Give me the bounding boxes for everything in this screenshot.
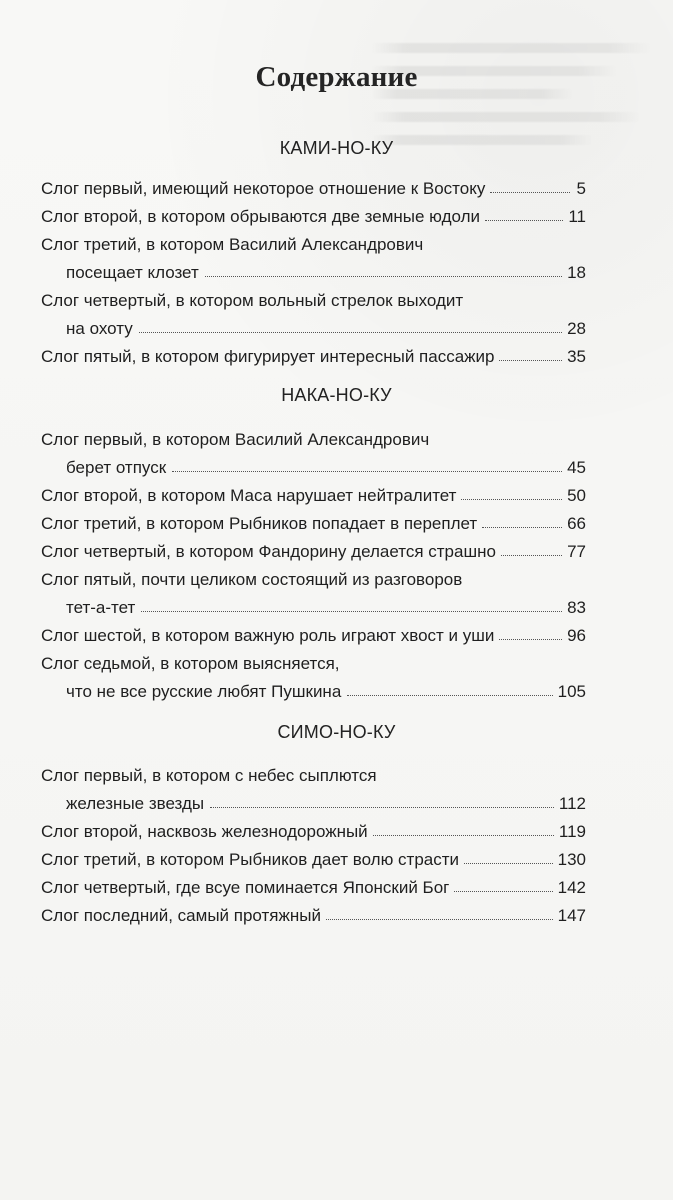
dot-leader: [499, 638, 562, 640]
page-number: 142: [557, 878, 586, 897]
page-number: 77: [567, 542, 586, 561]
contents-entry: [41, 287, 586, 343]
page-number: 83: [567, 598, 586, 617]
contents-entry: [41, 566, 586, 622]
entry-text: Слог первый, имеющий некоторое отношение к Востоку: [41, 179, 486, 198]
contents-entry: [41, 203, 586, 231]
entry-continuation: железные звезды: [66, 794, 205, 813]
page-number: 45: [567, 458, 586, 477]
entry-continuation: посещает клозет: [66, 263, 199, 282]
entry-text: Слог четвертый, где всуе поминается Японский Бог: [41, 878, 450, 897]
entry-text: Слог первый, в котором с небес сыплются: [41, 766, 377, 785]
dot-leader: [501, 554, 562, 556]
contents-entry: [41, 482, 586, 510]
dot-leader: [464, 862, 553, 864]
entry-continuation: на охоту: [66, 319, 133, 338]
page-number: 50: [567, 486, 586, 505]
dot-leader: [499, 359, 562, 361]
page-number: 35: [567, 347, 586, 366]
entry-text: Слог пятый, в котором фигурирует интересный пассажир: [41, 347, 495, 366]
entry-text: Слог шестой, в котором важную роль играют хвост и уши: [41, 626, 495, 645]
dot-leader: [172, 470, 562, 472]
contents-entry: [41, 650, 586, 706]
contents-list-simo-no-ku: [41, 762, 586, 930]
dot-leader: [347, 694, 552, 696]
dot-leader: [141, 610, 562, 612]
dot-leader: [326, 918, 553, 920]
page-number: 147: [557, 906, 586, 925]
entry-text: Слог пятый, почти целиком состоящий из разговоров: [41, 570, 463, 589]
entry-text: Слог седьмой, в котором выясняется,: [41, 654, 340, 673]
section-heading-kami-no-ku: КАМИ-НО-КУ: [279, 138, 394, 158]
dot-leader: [485, 219, 563, 221]
contents-title: Содержание: [255, 61, 418, 93]
page-number: 66: [567, 514, 586, 533]
dot-leader: [139, 331, 562, 333]
contents-entry: [41, 510, 586, 538]
page-number: 96: [567, 626, 586, 645]
contents-entry: [41, 175, 586, 203]
dot-leader: [490, 191, 570, 193]
contents-list-naka-no-ku: [41, 426, 586, 706]
entry-text: Слог второй, насквозь железнодорожный: [41, 822, 368, 841]
page-number: 119: [558, 822, 586, 841]
entry-text: Слог второй, в котором обрываются две земные юдоли: [41, 207, 480, 226]
entry-text: Слог четвертый, в котором Фандорину делается страшно: [41, 542, 496, 561]
dot-leader: [210, 806, 554, 808]
contents-entry: [41, 538, 586, 566]
contents-entry: [41, 343, 586, 371]
contents-entry: [41, 846, 586, 874]
contents-entry: [41, 874, 586, 902]
page-number: 5: [576, 179, 586, 198]
entry-text: Слог третий, в котором Рыбников попадает в переплет: [41, 514, 478, 533]
entry-text: Слог последний, самый протяжный: [41, 906, 321, 925]
entry-text: Слог второй, в котором Маса нарушает нейтралитет: [41, 486, 457, 505]
entry-continuation: что не все русские любят Пушкина: [66, 682, 342, 701]
dot-leader: [373, 834, 554, 836]
page-number: 11: [568, 207, 586, 226]
page-number: 130: [557, 850, 586, 869]
entry-text: Слог первый, в котором Василий Александрович: [41, 430, 430, 449]
page-number: 18: [567, 263, 586, 282]
contents-entry: [41, 762, 586, 818]
dot-leader: [461, 498, 562, 500]
contents-entry: [41, 818, 586, 846]
contents-entry: [41, 622, 586, 650]
page-number: 112: [558, 794, 586, 813]
contents-entry: [41, 231, 586, 287]
entry-continuation: тет-а-тет: [66, 598, 136, 617]
dot-leader: [205, 275, 562, 277]
dot-leader: [482, 526, 562, 528]
section-heading-simo-no-ku: СИМО-НО-КУ: [277, 722, 396, 742]
contents-list-kami-no-ku: [41, 175, 586, 371]
entry-text: Слог четвертый, в котором вольный стрелок выходит: [41, 291, 464, 310]
entry-text: Слог третий, в котором Рыбников дает волю страсти: [41, 850, 460, 869]
entry-text: Слог третий, в котором Василий Александрович: [41, 235, 424, 254]
dot-leader: [454, 890, 552, 892]
section-heading-naka-no-ku: НАКА-НО-КУ: [281, 385, 392, 405]
contents-entry: [41, 426, 586, 482]
contents-entry: [41, 902, 586, 930]
page-number: 28: [567, 319, 586, 338]
page-number: 105: [557, 682, 586, 701]
entry-continuation: берет отпуск: [66, 458, 167, 477]
